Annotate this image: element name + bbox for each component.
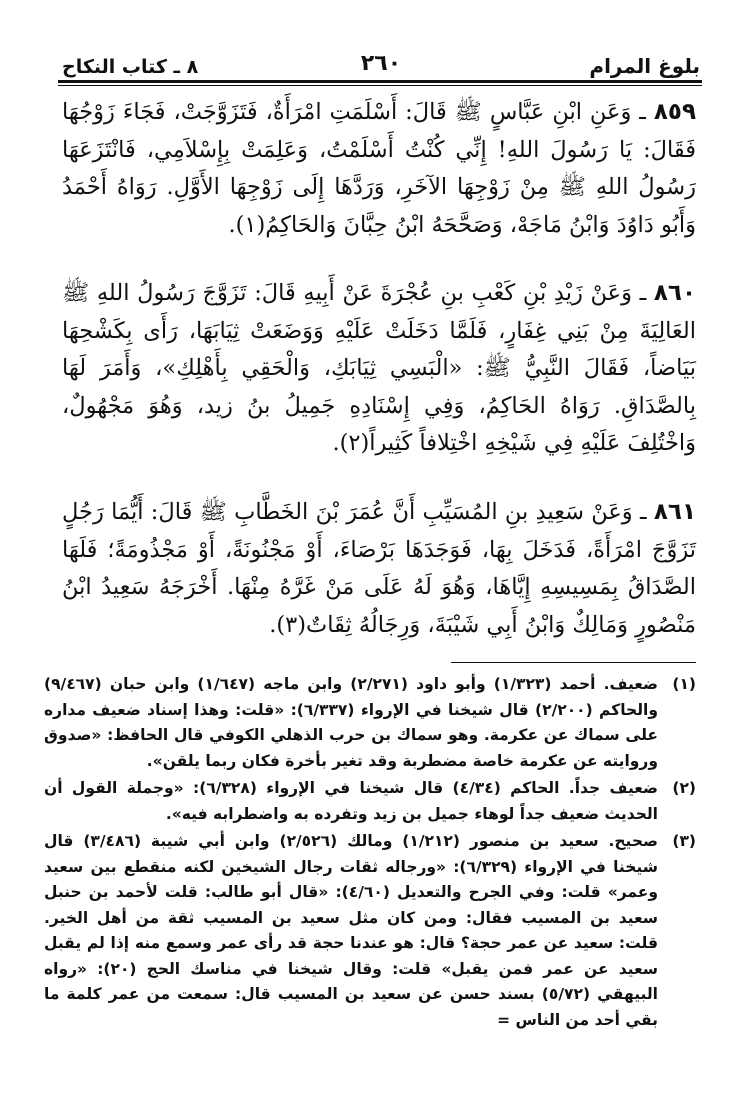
header-rule-thin bbox=[58, 85, 702, 86]
hadith-number: ٨٦١ bbox=[653, 499, 696, 525]
hadith-859 bbox=[62, 94, 696, 244]
chapter-title: ٨ ـ كتاب النكاح bbox=[62, 56, 199, 78]
hadith-860 bbox=[62, 275, 696, 463]
hadith-text: ـ وَعَنْ سَعِيدِ بنِ المُسَيِّبِ أَنَّ عُمَرَ بْنَ الخَطَّابِ ﷺ قَالَ: أَيُّمَا رَجُلٍ تَزَوَّجَ امْرَأَةً، فَدَخَلَ بِهَا، فَوَجَدَهَا بَرْصَاءَ، أَوْ مَجْنُونَةً، أَوْ مَجْذُومَةً؛ فَلَهَا الصَّدَاقُ بِمَسِيسِهِ إِيَّاهَا، وَهُوَ لَهُ عَلَى مَنْ غَرَّهُ مِنْهَا. أَخْرَجَهُ سَعِيدُ ابْنُ مَنْصُورٍ وَمَالِكٌ وَابْنُ أَبِي شَيْبَةَ، وَرِجَالُهُ ثِقَاتٌ(٣). bbox=[62, 499, 696, 638]
footnote-text: ضعيف. أحمد (١/٣٢٣) وأبو داود (٢/٢٧١) وابن ماجه (١/٦٤٧) وابن حبان (٩/٤٦٧) والحاكم (٢/٢٠٠) قال شيخنا في الإرواء (٦/٣٣٧): «قلت: وهذا إسناد ضعيف مداره على سماك عن عكرمة. وهو سماك بن حرب الذهلي الكوفي قال الحافظ: «صدوق وروايته عن عكرمة خاصة مضطربة وقد تغير بأخرة فكان ربما يلقن». bbox=[44, 675, 659, 770]
hadith-number: ٨٥٩ bbox=[653, 99, 696, 125]
book-title: بلوغ المرام bbox=[589, 54, 700, 78]
hadith-number: ٨٦٠ bbox=[653, 280, 696, 306]
hadith-861 bbox=[62, 494, 696, 644]
page-number: ٢٦٠ bbox=[360, 51, 402, 76]
footnote-mark: (٣) bbox=[672, 832, 696, 850]
hadith-text: ـ وَعَنْ زَيْدِ بْنِ كَعْبِ بنِ عُجْرَةَ عَنْ أَبِيهِ قَالَ: تَزَوَّجَ رَسُولُ اللهِ ﷺ العَالِيَةَ مِنْ بَنِي غِفَارٍ، فَلَمَّا دَخَلَتْ عَلَيْهِ وَوَضَعَتْ ثِيَابَهَا، رَأَى بِكَشْحِهَا بَيَاضاً، فَقَالَ النَّبِيُّ ﷺ: «الْبَسِي ثِيَابَكِ، وَالْحَقِي بِأَهْلِكِ»، وَأَمَرَ لَهَا بِالصَّدَاقِ. رَوَاهُ الحَاكِمُ، وَفِي إِسْنَادِهِ جَمِيلُ بنُ زيد، وَهُوَ مَجْهُولٌ، وَاخْتُلِفَ عَلَيْهِ فِي شَيْخِهِ اخْتِلافاً كَثِيراً(٢). bbox=[62, 280, 696, 456]
footnote-mark: (٢) bbox=[672, 779, 696, 797]
footnote-3 bbox=[44, 829, 696, 1033]
footnote-text: صحيح. سعيد بن منصور (١/٢١٢) ومالك (٢/٥٢٦) وابن أبي شيبة (٣/٤٨٦) قال شيخنا في الإرواء (٦/٣٢٩): «ورجاله ثقات رجال الشيخين لكنه منقطع بين سعيد وعمر» قلت: وفي الجرح والتعديل (٤/٦٠): «قال أبو طالب: قلت لأحمد بن حنبل سعيد بن المسيب فقال: ومن كان مثل سعيد بن المسيب ثقة من أهل الخير. قلت: سعيد عن عمر حجة؟ قال: هو عندنا حجة قد رأى عمر وسمع منه إذا لم يقبل سعيد عن عمر فمن يقبل» قلت: وقال شيخنا في مناسك الحج (٢٠): «رواه البيهقي (٥/٧٢) بسند حسن عن سعيد بن المسيب قال: سمعت من عمر كلمة ما بقي أحد من الناس = bbox=[44, 832, 659, 1029]
header-rule-thick bbox=[58, 80, 702, 83]
footnote-text: ضعيف جداً. الحاكم (٤/٣٤) قال شيخنا في الإرواء (٦/٣٢٨): «وجملة القول أن الحديث ضعيف جداً لوهاء جميل بن زيد وتفرده به واضطرابه فيه». bbox=[44, 779, 659, 823]
footnotes bbox=[44, 672, 696, 1035]
hadith-text: ـ وَعَنِ ابْنِ عَبَّاسٍ ﷺ قَالَ: أَسْلَمَتِ امْرَأَةٌ، فَتَزَوَّجَتْ، فَجَاءَ زَوْجُهَا فَقَالَ: يَا رَسُولَ اللهِ! إِنِّي كُنْتُ أَسْلَمْتُ، وَعَلِمَتْ بِإِسْلاَمِي، فَانْتَزَعَهَا رَسُولُ اللهِ ﷺ مِنْ زَوْجِهَا الآخَرِ، وَرَدَّهَا إِلَى زَوْجِهَا الأَوَّلِ. رَوَاهُ أَحْمَدُ وَأَبُو دَاوُدَ وَابْنُ مَاجَهْ، وَصَحَّحَهُ ابْنُ حِبَّانَ وَالحَاكِمُ(١). bbox=[62, 99, 696, 238]
page-header bbox=[62, 44, 700, 78]
footnote-1 bbox=[44, 672, 696, 774]
footnote-separator bbox=[451, 662, 696, 663]
footnote-mark: (١) bbox=[672, 675, 696, 693]
footnote-2 bbox=[44, 776, 696, 827]
